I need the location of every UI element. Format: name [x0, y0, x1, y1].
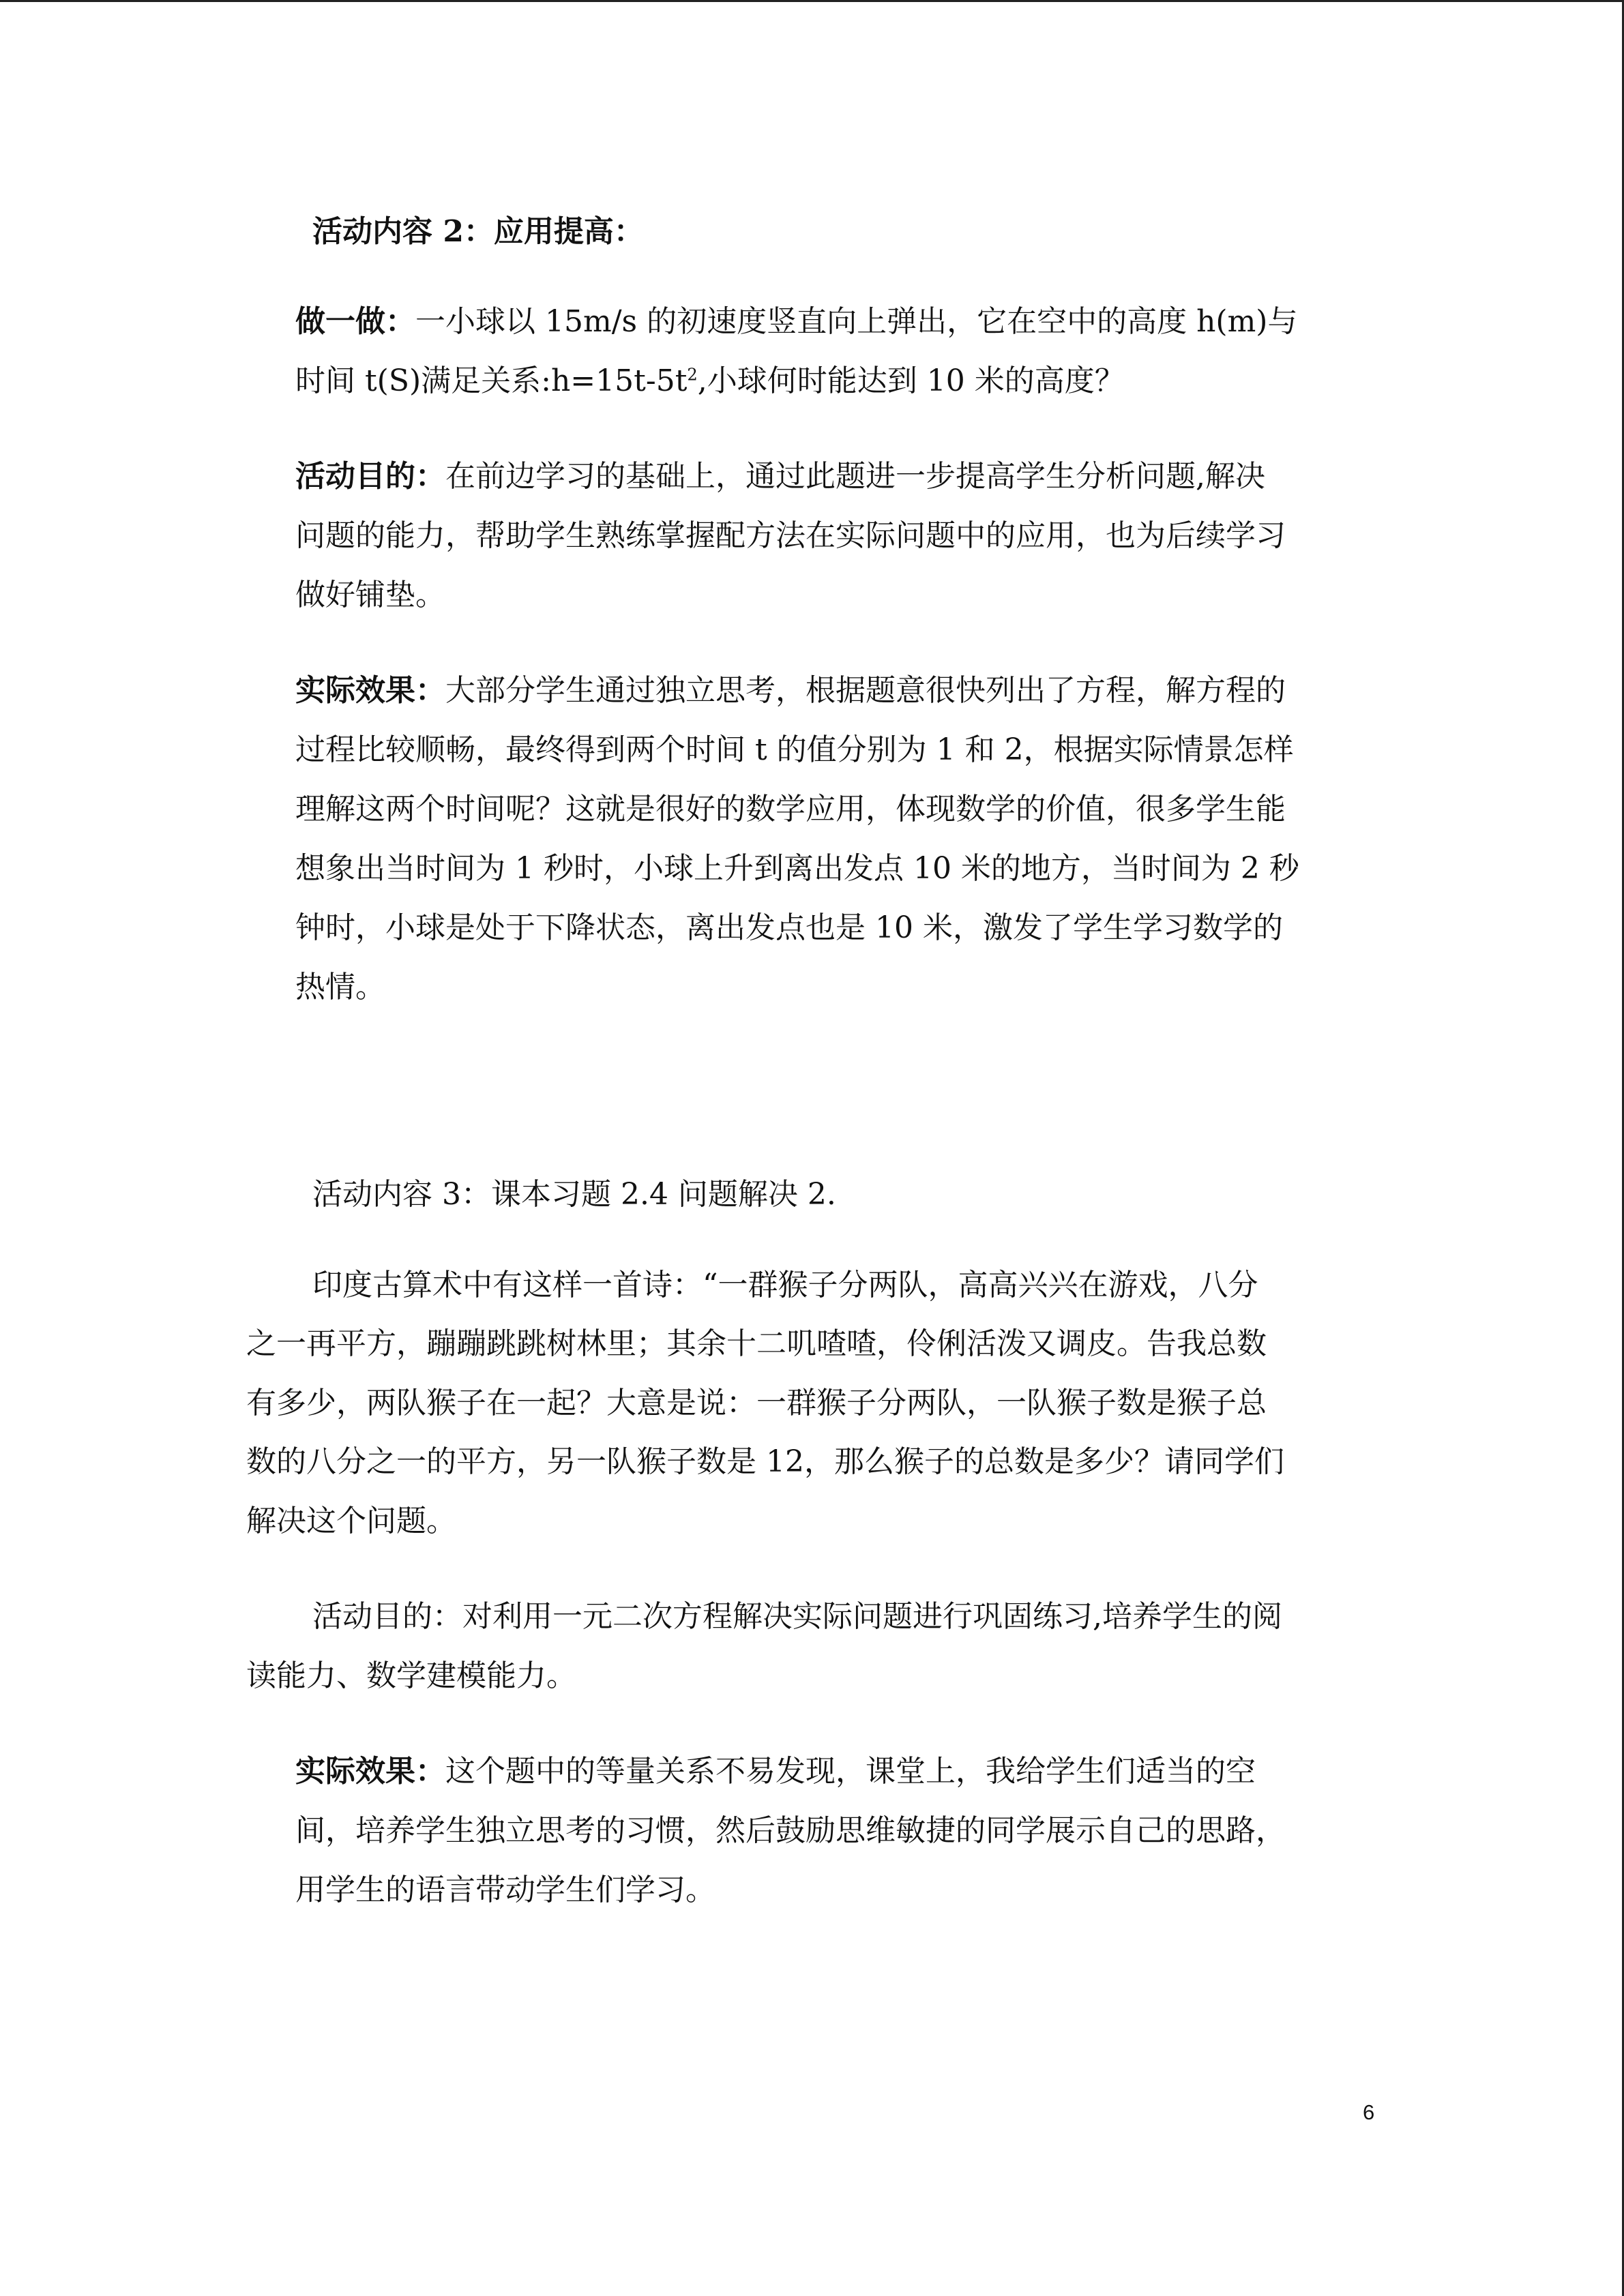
poem-line-5: 解决这个问题。: [246, 1504, 456, 1538]
purpose-line-3: 做好铺垫。: [295, 578, 445, 612]
effect-line-3: 理解这两个时间呢？这就是很好的数学应用，体现数学的价值，很多学生能: [295, 792, 1286, 826]
page-number: 6: [1363, 2100, 1375, 2124]
effect-line-4: 想象出当时间为 1 秒时，小球上升到离出发点 10 米的地方，当时间为 2 秒: [295, 851, 1299, 886]
section3-purpose-line-2: 读能力、数学建模能力。: [246, 1658, 576, 1693]
section3-effect-line-2: 间，培养学生独立思考的习惯，然后鼓励思维敏捷的同学展示自己的思路，: [295, 1813, 1286, 1848]
try-it-line-1: 做一做：一小球以 15m/s 的初速度竖直向上弹出，它在空中的高度 h(m)与: [295, 304, 1298, 339]
exponent: 2: [687, 365, 698, 385]
effect-line-2: 过程比较顺畅，最终得到两个时间 t 的值分别为 1 和 2，根据实际情景怎样: [295, 732, 1294, 767]
purpose-line-2: 问题的能力，帮助学生熟练掌握配方法在实际问题中的应用，也为后续学习: [295, 518, 1286, 553]
effect-line-6: 热情。: [295, 970, 385, 1004]
effect-line-1: 实际效果：大部分学生通过独立思考，根据题意很快列出了方程，解方程的: [295, 673, 1286, 708]
poem-line-1: 印度古算术中有这样一首诗：“一群猴子分两队，高高兴兴在游戏，八分: [312, 1268, 1258, 1302]
effect-line-5: 钟时，小球是处于下降状态，离出发点也是 10 米，激发了学生学习数学的: [295, 910, 1283, 945]
poem-line-4: 数的八分之一的平方，另一队猴子数是 12，那么猴子的总数是多少？请同学们: [246, 1444, 1284, 1479]
purpose-label: 活动目的：: [295, 459, 445, 494]
section3-heading: 活动内容 3：课本习题 2.4 问题解决 2.: [312, 1177, 836, 1212]
section2-heading: 活动内容 2：应用提高：: [312, 214, 644, 249]
try-it-line-2: 时间 t(S)满足关系$:h=15t-5t^2$,小球何时能达到 10 米的高度？: [295, 363, 1125, 398]
section3-purpose-line-1: 活动目的：对利用一元二次方程解决实际问题进行巩固练习,培养学生的阅: [312, 1599, 1282, 1634]
effect-label: 实际效果：: [295, 673, 445, 708]
section3-effect-line-1: 实际效果：这个题中的等量关系不易发现，课堂上，我给学生们适当的空: [295, 1754, 1256, 1789]
purpose-line-1: 活动目的：在前边学习的基础上，通过此题进一步提高学生分析问题,解决: [295, 459, 1265, 494]
try-it-label: 做一做：: [295, 304, 415, 339]
section3-effect-label: 实际效果：: [295, 1754, 445, 1789]
poem-line-2: 之一再平方，蹦蹦跳跳树林里；其余十二叽喳喳，伶俐活泼又调皮。告我总数: [246, 1326, 1267, 1361]
poem-line-3: 有多少，两队猴子在一起？大意是说：一群猴子分两队，一队猴子数是猴子总: [246, 1386, 1267, 1420]
section3-effect-line-3: 用学生的语言带动学生们学习。: [295, 1873, 715, 1907]
